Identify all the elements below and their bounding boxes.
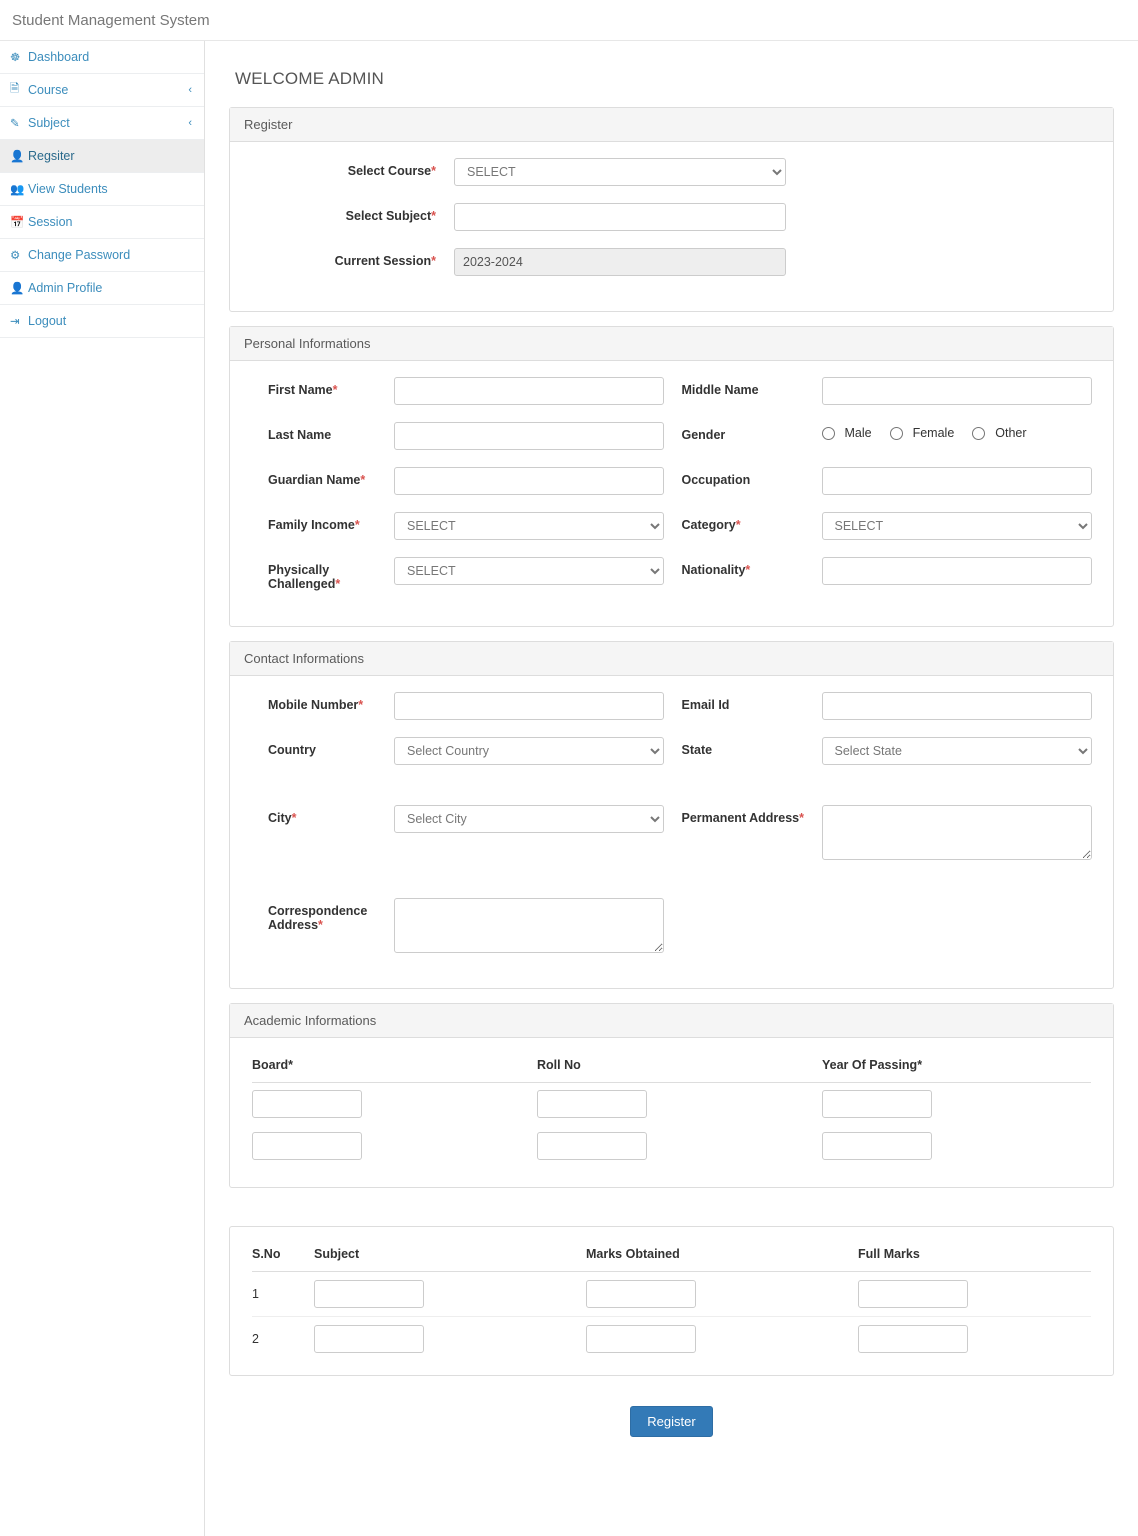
- first-name-field: [244, 377, 672, 405]
- family-income-field: [244, 512, 672, 540]
- marks-col-subject: Subject: [314, 1241, 586, 1272]
- current-session-label: Current Session*: [334, 254, 436, 268]
- academic-roll-input-1[interactable]: [537, 1090, 647, 1118]
- gear-icon: ⚙: [10, 250, 21, 262]
- marks-cell-obtained: [586, 1317, 858, 1362]
- gender-option-label: Female: [912, 426, 955, 440]
- required-marker: *: [358, 698, 364, 712]
- sidebar-item-dashboard[interactable]: [0, 41, 204, 74]
- dashboard-icon: ☸: [10, 52, 21, 64]
- chevron-left-icon: ‹: [188, 84, 192, 96]
- sidebar-item-admin-profile[interactable]: [0, 272, 204, 305]
- marks-subject-input-1[interactable]: [314, 1280, 424, 1308]
- gender-field: [672, 422, 1100, 442]
- gender-option-label: Other: [995, 426, 1027, 440]
- academic-cell-roll: [537, 1125, 822, 1167]
- marks-col-marks-obtained: Marks Obtained: [586, 1241, 858, 1272]
- sidebar-item-label: Session: [28, 215, 73, 229]
- city-field: [244, 805, 672, 833]
- book-icon: ✎: [10, 118, 20, 130]
- marks-col-sno: S.No: [252, 1241, 314, 1272]
- correspondence-address-field: [244, 898, 672, 953]
- current-session-input: [454, 248, 786, 276]
- sidebar-item-course[interactable]: [0, 74, 204, 107]
- register-panel-body: [230, 142, 1113, 311]
- physically-challenged-label: Physically Challenged*: [268, 563, 341, 591]
- sidebar-item-session[interactable]: [0, 206, 204, 239]
- academic-panel-body: [230, 1038, 1113, 1187]
- contact-row-3: [244, 805, 1099, 860]
- select-course-row: [244, 158, 1099, 186]
- contact-row-2: [244, 737, 1099, 765]
- sidebar-item-label: Regsiter: [28, 149, 75, 163]
- gender-label: Gender: [681, 428, 726, 442]
- marks-cell-subject: [314, 1272, 586, 1317]
- contact-row-1: [244, 692, 1099, 720]
- country-label: Country: [268, 743, 316, 757]
- family-income-dropdown[interactable]: [394, 512, 664, 540]
- academic-year-input-2[interactable]: [822, 1132, 932, 1160]
- permanent-address-textarea[interactable]: [822, 805, 1092, 860]
- marks-full-input-1[interactable]: [858, 1280, 968, 1308]
- marks-cell-full: [858, 1272, 1091, 1317]
- middle-name-field: [672, 377, 1100, 405]
- academic-cell-year: [822, 1083, 1091, 1126]
- sidebar-item-label: Change Password: [28, 248, 131, 262]
- required-marker: *: [354, 518, 360, 532]
- middle-name-input[interactable]: [822, 377, 1092, 405]
- user-icon: 👤: [10, 151, 25, 163]
- academic-board-input-1[interactable]: [252, 1090, 362, 1118]
- category-dropdown[interactable]: [822, 512, 1092, 540]
- guardian-name-label: Guardian Name*: [268, 473, 366, 487]
- required-marker: *: [332, 383, 338, 397]
- required-marker: *: [431, 209, 436, 223]
- gender-radio-other[interactable]: [972, 427, 985, 440]
- mobile-number-label: Mobile Number*: [268, 698, 364, 712]
- table-row: [252, 1083, 1091, 1126]
- state-field: [672, 737, 1100, 765]
- sidebar-item-label: Logout: [28, 314, 67, 328]
- marks-cell-sno: 1: [252, 1272, 314, 1317]
- middle-name-label: Middle Name: [681, 383, 759, 397]
- required-marker: *: [288, 1058, 293, 1072]
- state-dropdown[interactable]: [822, 737, 1092, 765]
- country-dropdown[interactable]: [394, 737, 664, 765]
- last-name-input[interactable]: [394, 422, 664, 450]
- calendar-icon: 📅: [10, 217, 25, 229]
- sidebar-item-logout[interactable]: [0, 305, 204, 338]
- academic-col-board: Board*: [252, 1052, 537, 1083]
- contact-panel-body: [230, 676, 1113, 988]
- last-name-field: [244, 422, 672, 450]
- select-subject-label: Select Subject*: [345, 209, 436, 223]
- required-marker: *: [735, 518, 741, 532]
- academic-roll-input-2[interactable]: [537, 1132, 647, 1160]
- select-subject-row: [244, 203, 1099, 231]
- academic-cell-board: [252, 1083, 537, 1126]
- first-name-label: First Name*: [268, 383, 338, 397]
- select-subject-input[interactable]: [454, 203, 786, 231]
- country-field: [244, 737, 672, 765]
- city-label: City*: [268, 811, 297, 825]
- register-submit-button[interactable]: Register: [630, 1406, 712, 1437]
- marks-cell-obtained: [586, 1272, 858, 1317]
- state-label: State: [681, 743, 713, 757]
- top-bar: [0, 0, 1138, 41]
- city-dropdown[interactable]: [394, 805, 664, 833]
- category-field: [672, 512, 1100, 540]
- mobile-number-field: [244, 692, 672, 720]
- required-marker: *: [745, 563, 751, 577]
- gender-radio-female[interactable]: [890, 427, 903, 440]
- academic-col-roll-no: Roll No: [537, 1052, 822, 1083]
- select-course-label: Select Course*: [347, 164, 436, 178]
- current-session-row: [244, 248, 1099, 276]
- required-marker: *: [431, 254, 436, 268]
- occupation-field: [672, 467, 1100, 495]
- personal-informations-panel: [229, 326, 1114, 627]
- sidebar-item-label: Admin Profile: [28, 281, 103, 295]
- marks-obtained-input-1[interactable]: [586, 1280, 696, 1308]
- marks-subject-input-2[interactable]: [314, 1325, 424, 1353]
- nationality-label: Nationality*: [681, 563, 751, 577]
- main-content: [205, 41, 1138, 1536]
- academic-cell-roll: [537, 1083, 822, 1126]
- required-marker: *: [917, 1058, 923, 1072]
- academic-table: [252, 1052, 1091, 1167]
- personal-row-4: [244, 512, 1099, 540]
- user-icon: 👤: [10, 283, 25, 295]
- first-name-input[interactable]: [394, 377, 664, 405]
- marks-cell-sno: 2: [252, 1332, 259, 1346]
- permanent-address-label: Permanent Address*: [681, 811, 805, 825]
- sidebar-item-register[interactable]: [0, 140, 204, 173]
- sidebar-item-label: Course: [28, 83, 69, 97]
- gender-option-label: Male: [844, 426, 872, 440]
- users-icon: 👥: [10, 184, 25, 196]
- guardian-name-field: [244, 467, 672, 495]
- sidebar-item-label: Dashboard: [28, 50, 90, 64]
- gender-radio-group: [822, 422, 1027, 440]
- sidebar-item-label: Subject: [28, 116, 70, 130]
- marks-col-full-marks: Full Marks: [858, 1241, 1091, 1272]
- required-marker: *: [799, 811, 805, 825]
- mobile-number-input[interactable]: [394, 692, 664, 720]
- academic-panel-heading: Academic Informations: [230, 1004, 1113, 1038]
- personal-row-5: [244, 557, 1099, 591]
- academic-year-input-1[interactable]: [822, 1090, 932, 1118]
- contact-row-4: [244, 898, 1099, 953]
- contact-informations-panel: [229, 641, 1114, 989]
- table-row: [252, 1317, 1091, 1362]
- academic-table-header-row: [252, 1052, 1091, 1083]
- file-icon: 🗎: [10, 82, 20, 95]
- permanent-address-field: [672, 805, 1100, 860]
- page-title: WELCOME ADMIN: [235, 69, 385, 88]
- academic-cell-board: [252, 1125, 537, 1167]
- submit-row: [229, 1390, 1114, 1457]
- family-income-label: Family Income*: [268, 518, 360, 532]
- marks-obtained-input-2[interactable]: [586, 1325, 696, 1353]
- marks-panel-body: [230, 1227, 1113, 1375]
- personal-row-1: [244, 377, 1099, 405]
- sidebar-item-subject[interactable]: [0, 107, 204, 140]
- chevron-left-icon: ‹: [188, 117, 192, 129]
- last-name-label: Last Name: [268, 428, 332, 442]
- required-marker: *: [360, 473, 366, 487]
- academic-board-input-2[interactable]: [252, 1132, 362, 1160]
- guardian-name-input[interactable]: [394, 467, 664, 495]
- correspondence-address-textarea[interactable]: [394, 898, 664, 953]
- personal-panel-body: [230, 361, 1113, 626]
- academic-informations-panel: [229, 1003, 1114, 1188]
- physically-challenged-dropdown[interactable]: [394, 557, 664, 585]
- marks-full-input-2[interactable]: [858, 1325, 968, 1353]
- occupation-label: Occupation: [681, 473, 751, 487]
- nationality-input[interactable]: [822, 557, 1092, 585]
- sidebar-item-view-students[interactable]: [0, 173, 204, 206]
- select-course-dropdown[interactable]: [454, 158, 786, 186]
- app-title: Student Management System: [12, 11, 210, 29]
- required-marker: *: [431, 164, 436, 178]
- register-panel-heading: Register: [230, 108, 1113, 142]
- marks-cell-subject: [314, 1317, 586, 1362]
- marks-cell-full: [858, 1317, 1091, 1362]
- email-input[interactable]: [822, 692, 1092, 720]
- category-label: Category*: [681, 518, 741, 532]
- logout-icon: ⇥: [10, 316, 20, 328]
- required-marker: *: [335, 577, 341, 591]
- contact-panel-heading: Contact Informations: [230, 642, 1113, 676]
- table-row: [252, 1272, 1091, 1317]
- marks-table: [252, 1241, 1091, 1361]
- correspondence-address-label: Correspondence Address*: [268, 904, 368, 932]
- sidebar: [0, 41, 205, 1536]
- physically-challenged-field: [244, 557, 672, 591]
- sidebar-item-change-password[interactable]: [0, 239, 204, 272]
- marks-table-header-row: [252, 1241, 1091, 1272]
- academic-cell-year: [822, 1125, 1091, 1167]
- personal-row-3: [244, 467, 1099, 495]
- body-wrapper: [0, 41, 1138, 1536]
- register-panel: [229, 107, 1114, 312]
- email-field: [672, 692, 1100, 720]
- sidebar-item-label: View Students: [28, 182, 108, 196]
- gender-radio-male[interactable]: [822, 427, 835, 440]
- required-marker: *: [318, 918, 323, 932]
- required-marker: *: [291, 811, 297, 825]
- marks-panel: [229, 1226, 1114, 1376]
- nationality-field: [672, 557, 1100, 585]
- personal-panel-heading: Personal Informations: [230, 327, 1113, 361]
- academic-col-year: Year Of Passing*: [822, 1052, 1091, 1083]
- email-label: Email Id: [681, 698, 730, 712]
- personal-row-2: [244, 422, 1099, 450]
- occupation-input[interactable]: [822, 467, 1092, 495]
- table-row: [252, 1125, 1091, 1167]
